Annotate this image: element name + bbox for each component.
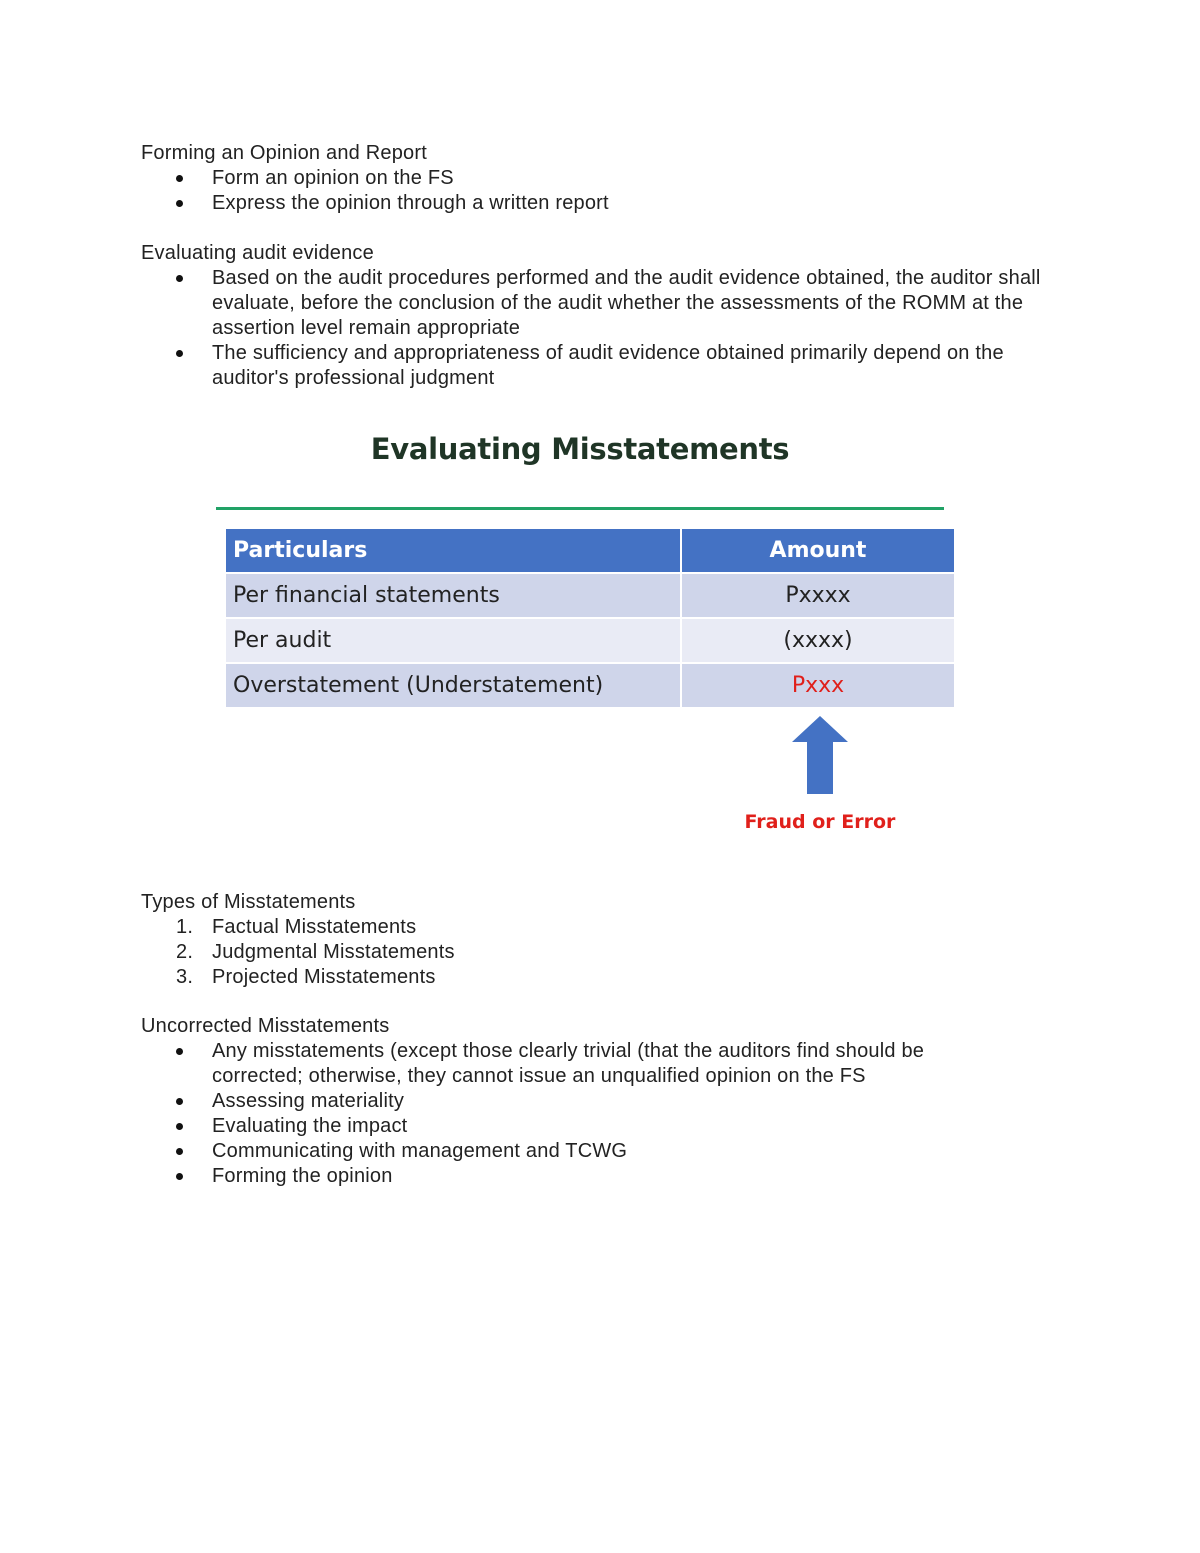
- section-uncorrected-misstatements: [141, 1014, 1081, 1189]
- list-item: Based on the audit procedures performed and the audit evidence obtained, the auditor shall evaluate, before the conclusion of the audit whether the assessments of the ROMM at the assertion level remain appropriate: [141, 266, 1071, 341]
- table-row: [226, 663, 954, 708]
- section-heading: Types of Misstatements: [141, 891, 356, 913]
- row-particular: Per financial statements: [226, 573, 681, 618]
- bullet-list: [141, 1039, 971, 1189]
- row-particular: Per audit: [226, 618, 681, 663]
- list-item: Communicating with management and TCWG: [141, 1139, 971, 1164]
- bullet-list: [141, 266, 1071, 391]
- header-amount: Amount: [681, 529, 954, 573]
- row-amount: (xxxx): [681, 618, 954, 663]
- up-arrow-icon: [792, 716, 848, 794]
- evaluating-misstatements-figure: [210, 420, 970, 850]
- numbered-list: [141, 915, 1081, 990]
- list-item: Evaluating the impact: [141, 1114, 971, 1139]
- list-item: Any misstatements (except those clearly trivial (that the auditors find should be corrected; otherwise, they cannot issue an unqualified opinion on the FS: [141, 1039, 971, 1089]
- section-heading: Forming an Opinion and Report: [141, 142, 427, 164]
- table-row: [226, 618, 954, 663]
- list-item: Express the opinion through a written report: [141, 191, 1081, 216]
- section-heading: Uncorrected Misstatements: [141, 1015, 390, 1037]
- section-types-of-misstatements: [141, 890, 1081, 990]
- row-amount-highlight: Pxxx: [681, 663, 954, 708]
- list-item: 2. Judgmental Misstatements: [176, 941, 455, 963]
- header-particulars: Particulars: [226, 529, 681, 573]
- figure-divider: [216, 507, 944, 510]
- section-heading: Evaluating audit evidence: [141, 242, 374, 264]
- section-forming-opinion: [141, 141, 1081, 216]
- figure-caption: Fraud or Error: [744, 811, 896, 833]
- row-amount: Pxxxx: [681, 573, 954, 618]
- bullet-list: [141, 166, 1081, 216]
- list-item: Forming the opinion: [141, 1164, 971, 1189]
- list-item: The sufficiency and appropriateness of audit evidence obtained primarily depend on the auditor's professional judgment: [141, 341, 1071, 391]
- figure-title: Evaluating Misstatements: [370, 432, 790, 466]
- misstatement-table: [226, 529, 954, 709]
- list-item: 3. Projected Misstatements: [176, 966, 436, 988]
- list-item: Form an opinion on the FS: [141, 166, 1081, 191]
- list-item: 1. Factual Misstatements: [176, 916, 417, 938]
- table-header-row: [226, 529, 954, 573]
- table-row: [226, 573, 954, 618]
- list-item: Assessing materiality: [141, 1089, 971, 1114]
- row-particular: Overstatement (Understatement): [226, 663, 681, 708]
- section-evaluating-evidence: [141, 241, 1081, 391]
